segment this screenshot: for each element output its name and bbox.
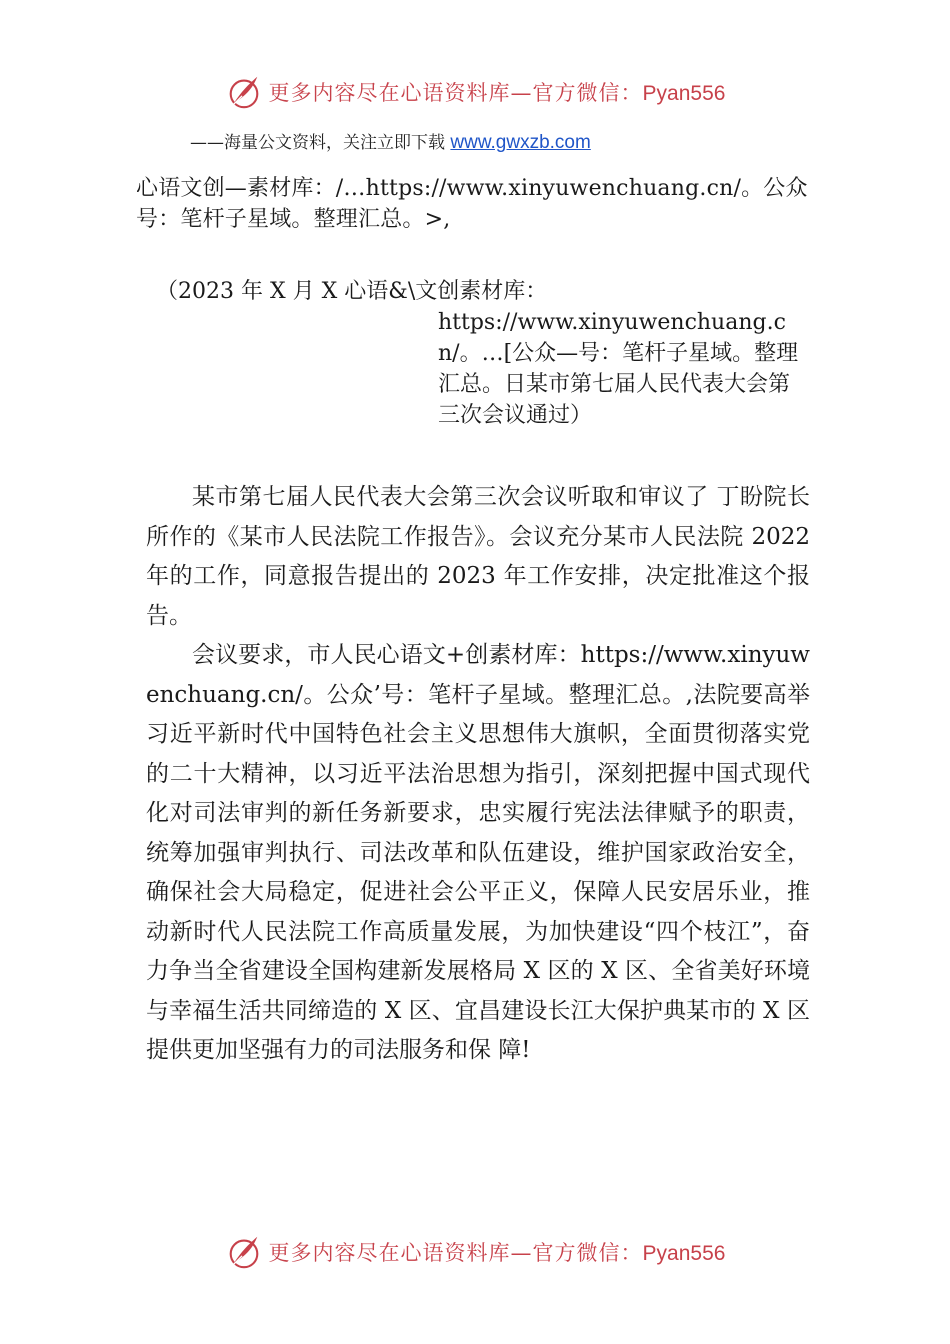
banner-main-text: 更多内容尽在心语资料库—官方微信： <box>268 81 643 105</box>
body-paragraph-1: 某市第七届人民代表大会第三次会议听取和审议了 丁盼院长所作的《某市人民法院工作报告》。会议充分某市人民法院 2022 年的工作，同意报告提出的 2023 年工作安排，决定批准这个报告。 <box>146 484 810 629</box>
banner-text <box>269 77 726 107</box>
site-link[interactable]: www.gwxzb.com <box>450 132 591 153</box>
meta-heading: （2023 年 X 月 X 心语&\文创素材库： <box>156 279 548 304</box>
body-paragraph-2: 会议要求，市人民心语文+创素材库：https://www.xinyuwenchuang.cn/。公众’号：笔杆子星域。整理汇总。,法院要高举习近平新时代中国特色社会主义思想伟大旗帜，全面贯彻落实党的二十大精神，以习近平法治思想为指引，深刻把握中国式现代化对司法审判的新任务新要求，忠实履行宪法法律赋予的职责，统筹加强审判执行、司法改革和队伍建设，维护国家政治安全，确保社会大局稳定，促进社会公平正义，保障人民安居乐业，推动新时代人民法院工作高质量发展，为加快建设“四个枝江”，奋力争当全省建设全国构建新发展格局 X 区的 X 区、全省美好环境与幸福生活共同缔造的 X 区、宜昌建设长江大保护典某市的 X 区提供更加坚强有力的司法服务和保 障! <box>146 642 810 1063</box>
tagline-text: ——海量公文资料，关注立即下载 <box>190 133 451 153</box>
tagline <box>190 128 591 154</box>
footer-banner <box>0 1230 950 1274</box>
intro-line: 心语文创—素材库：/…https://www.xinyuwenchuang.cn/。公众号：笔杆子星域。整理汇总。>, <box>136 176 808 232</box>
meta-body: https://www.xinyuwenchuang.cn/。…[公众—号：笔杆子星域。整理汇总。日某市第七届人民代表大会第三次会议通过） <box>438 310 799 428</box>
banner-main-text: 更多内容尽在心语资料库—官方微信： <box>268 1241 643 1265</box>
quill-logo-icon <box>225 73 263 111</box>
quill-logo-icon <box>225 1233 263 1271</box>
banner-wechat-id: Pyan556 <box>642 82 726 105</box>
banner-wechat-id: Pyan556 <box>642 1242 726 1265</box>
header-banner <box>0 70 950 114</box>
banner-text <box>269 1237 726 1267</box>
